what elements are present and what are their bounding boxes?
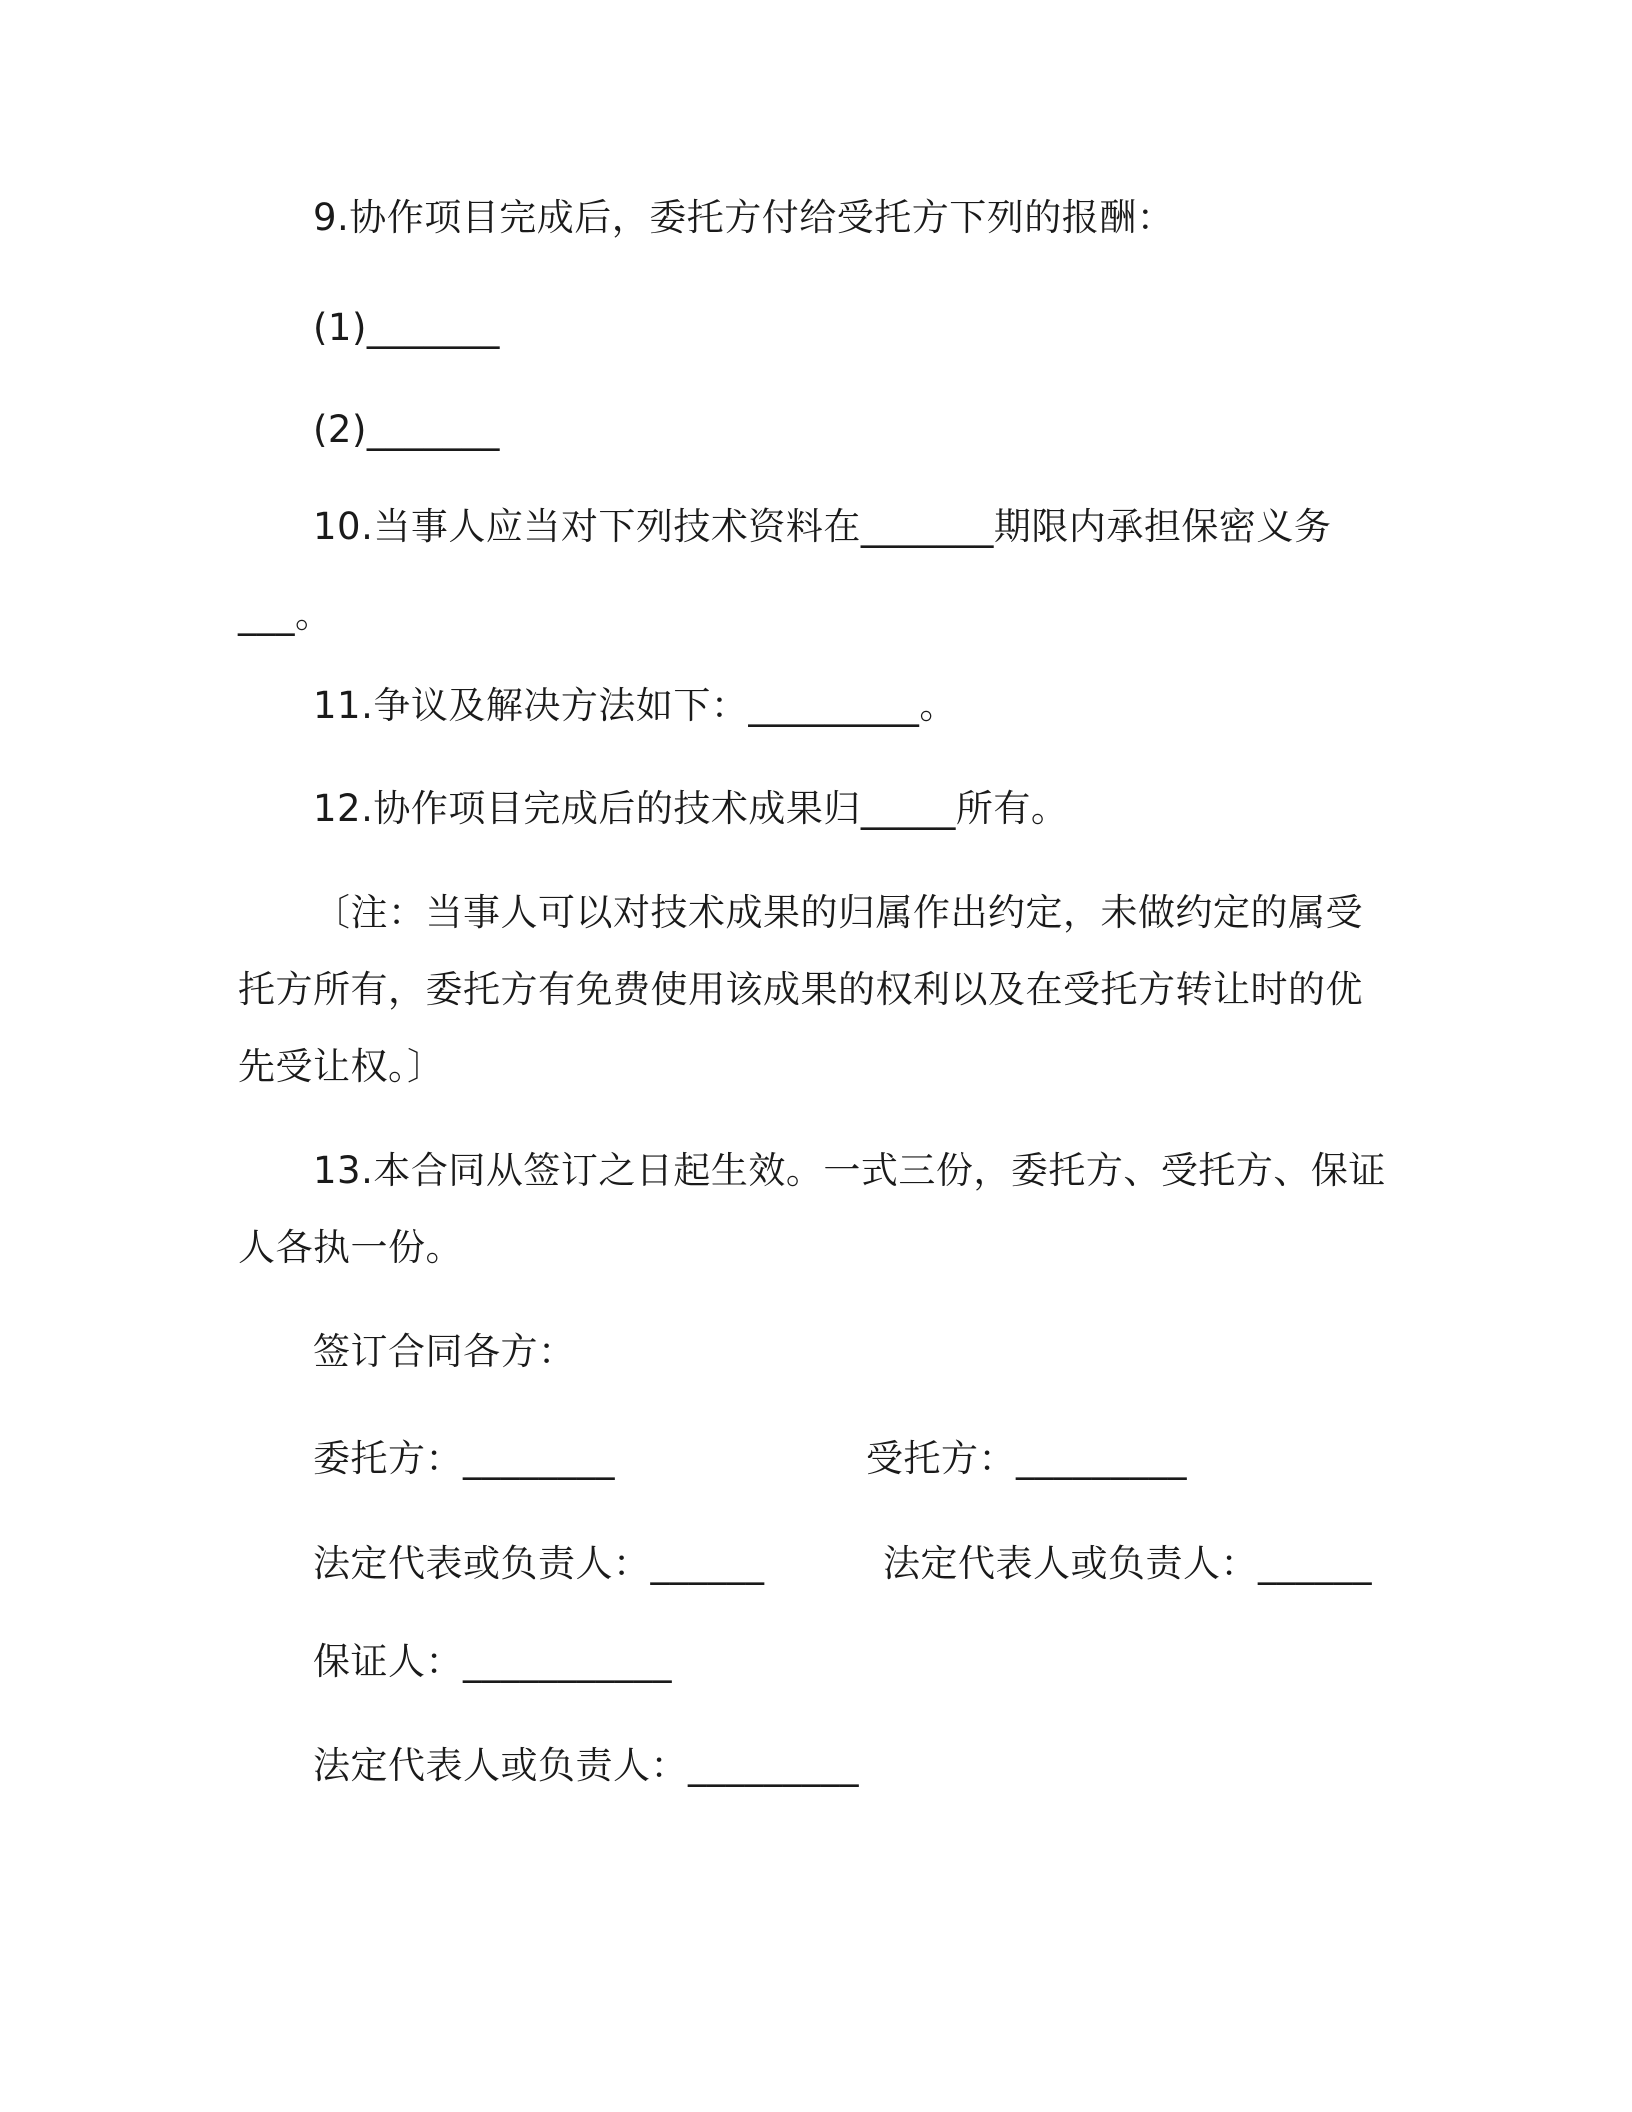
clause-13-line-1: 13.本合同从签订之日起生效。一式三份，委托方、受托方、保证 (313, 1149, 1386, 1192)
note-line-1: 〔注：当事人可以对技术成果的归属作出约定，未做约定的属受 (313, 891, 1363, 934)
clause-11: 11.争议及解决方法如下：_________。 (313, 684, 957, 727)
signature-client: 委托方：________ (313, 1437, 615, 1480)
clause-9-item-1: (1)_______ (313, 306, 500, 349)
clause-10-line-2: ___。 (238, 593, 333, 636)
note-line-3: 先受让权。〕 (238, 1045, 445, 1088)
signature-contractor-rep: 法定代表人或负责人：______ (883, 1542, 1372, 1585)
signature-guarantor-rep: 法定代表人或负责人：_________ (313, 1744, 859, 1787)
signature-contractor: 受托方：_________ (866, 1437, 1187, 1480)
note-line-2: 托方所有，委托方有免费使用该成果的权利以及在受托方转让时的优 (238, 968, 1363, 1011)
clause-13-line-2: 人各执一份。 (238, 1226, 463, 1269)
signature-guarantor: 保证人：___________ (313, 1640, 672, 1683)
clause-12: 12.协作项目完成后的技术成果归_____所有。 (313, 787, 1069, 830)
clause-10-line-1: 10.当事人应当对下列技术资料在_______期限内承担保密义务 (313, 505, 1332, 548)
signatures-heading: 签订合同各方： (313, 1330, 576, 1373)
clause-9-item-2: (2)_______ (313, 408, 500, 451)
clause-9-intro: 9.协作项目完成后，委托方付给受托方下列的报酬： (313, 196, 1175, 239)
signature-client-rep: 法定代表或负责人：______ (313, 1542, 765, 1585)
